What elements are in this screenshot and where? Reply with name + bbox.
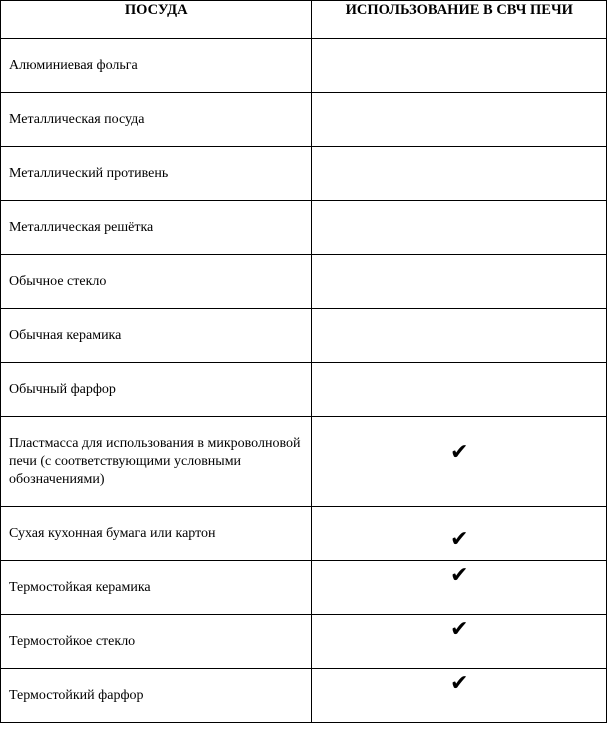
usage-cell (312, 39, 607, 93)
check-icon: ✔ (450, 439, 469, 465)
usage-cell (312, 255, 607, 309)
usage-cell (312, 417, 607, 507)
table-row (1, 39, 607, 93)
check-icon: ✔ (450, 670, 469, 696)
usage-cell (312, 147, 607, 201)
check-icon: ✔ (450, 526, 469, 552)
usage-cell (312, 507, 607, 561)
usage-cell (312, 93, 607, 147)
table-row (1, 417, 607, 507)
table-row (1, 507, 607, 561)
dish-name: Алюминиевая фольга (1, 39, 312, 93)
table-row (1, 309, 607, 363)
table-row (1, 561, 607, 615)
dish-name: Обычный фарфор (1, 363, 312, 417)
check-icon: ✔ (450, 616, 469, 642)
dish-name: Термостойкий фарфор (1, 669, 312, 723)
dish-name: Пластмасса для использования в микроволновой печи (с соответствующими условными обозначениями) (1, 417, 312, 507)
table-row (1, 147, 607, 201)
dish-name: Металлический противень (1, 147, 312, 201)
table-row (1, 363, 607, 417)
usage-cell (312, 615, 607, 669)
dish-name: Термостойкая керамика (1, 561, 312, 615)
table-row (1, 669, 607, 723)
usage-cell (312, 669, 607, 723)
table-row (1, 255, 607, 309)
check-icon: ✔ (450, 562, 469, 588)
dish-name: Металлическая решётка (1, 201, 312, 255)
table-row (1, 201, 607, 255)
usage-cell (312, 363, 607, 417)
dish-name: Термостойкое стекло (1, 615, 312, 669)
dish-name: Обычная керамика (1, 309, 312, 363)
usage-cell (312, 561, 607, 615)
table-row (1, 93, 607, 147)
table-header-row (1, 1, 607, 39)
usage-cell (312, 201, 607, 255)
header-dishes: ПОСУДА (1, 1, 312, 39)
table-row (1, 615, 607, 669)
header-usage: ИСПОЛЬЗОВАНИЕ В СВЧ ПЕЧИ (312, 1, 607, 39)
usage-cell (312, 309, 607, 363)
dish-name: Обычное стекло (1, 255, 312, 309)
dish-name: Металлическая посуда (1, 93, 312, 147)
dish-name: Сухая кухонная бумага или картон (1, 507, 312, 561)
